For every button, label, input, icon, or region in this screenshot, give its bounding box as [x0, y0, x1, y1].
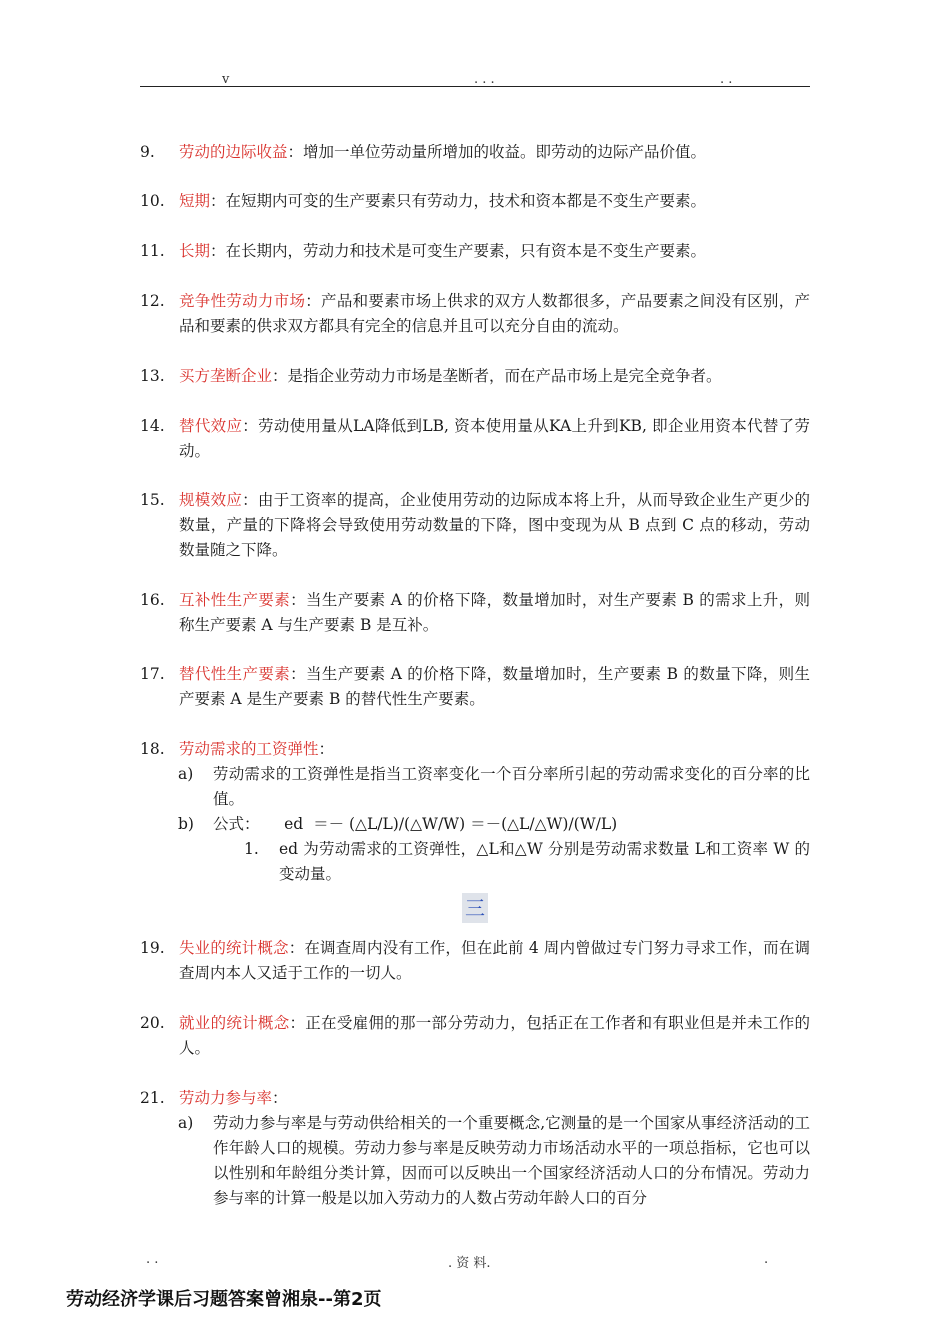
term: 长期: [179, 242, 211, 260]
item-number: 17.: [140, 665, 165, 683]
definition-item-15: [140, 488, 810, 563]
definition-text: ：: [272, 1089, 288, 1107]
item-number: 13.: [140, 367, 165, 385]
definition-item-16: [140, 588, 810, 638]
header-left: v: [222, 72, 230, 87]
definition-text: ：: [318, 740, 335, 758]
definition-item-20: [140, 1011, 810, 1061]
definition-text: ：由于工资率的提高，企业使用劳动的边际成本将上升，从而导致企业生产更少的数量，产量的下降将会导致使用劳动数量的下降，图中变现为从 B 点到 C 点的移动，劳动数量随之下降。: [179, 491, 810, 559]
footer-left: . .: [146, 1252, 159, 1267]
definition-text: ：当生产要素 A 的价格下降，数量增加时，对生产要素 B 的需求上升，则称生产要素 A 与生产要素 B 是互补。: [179, 591, 810, 634]
sub-text: ed 为劳动需求的工资弹性，△L和△W 分别是劳动需求数量 L和工资率 W 的变动量。: [279, 840, 810, 883]
item-number: 19.: [140, 939, 165, 957]
definition-item-11: [140, 239, 810, 264]
item-number: 18.: [140, 740, 165, 758]
item-number: 9.: [140, 143, 155, 161]
sub-text: 劳动需求的工资弹性是指当工资率变化一个百分率所引起的劳动需求变化的百分率的比值。: [213, 765, 810, 808]
term: 劳动力参与率: [179, 1089, 273, 1107]
footer-center: . 资 料.: [448, 1256, 491, 1271]
term: 劳动需求的工资弹性: [179, 740, 319, 758]
term: 替代性生产要素: [179, 665, 291, 683]
definition-item-18: [140, 737, 810, 762]
term: 短期: [179, 192, 211, 210]
definition-item-17: [140, 662, 810, 712]
definition-item-19: [140, 936, 810, 986]
sub-label: b): [178, 815, 194, 833]
definition-text: ：当生产要素 A 的价格下降，数量增加时，生产要素 B 的数量下降，则生产要素 A 是生产要素 B 的替代性生产要素。: [179, 665, 810, 708]
item-18-sub-b-1: [244, 837, 810, 887]
sub-label: a): [178, 765, 194, 783]
term: 竞争性劳动力市场: [179, 292, 306, 310]
item-21-sub-a: [178, 1111, 810, 1211]
definition-text: ：在长期内，劳动力和技术是可变生产要素，只有资本是不变生产要素。: [210, 242, 707, 260]
section-separator: 三: [462, 893, 488, 923]
definition-text: ：在调查周内没有工作，但在此前 4 周内曾做过专门努力寻求工作，而在调查周内本人又适于工作的一切人。: [179, 939, 810, 982]
header-center: . . .: [474, 72, 495, 87]
definition-text: ：是指企业劳动力市场是垄断者，而在产品市场上是完全竞争者。: [272, 367, 722, 385]
definition-text: ：产品和要素市场上供求的双方人数都很多，产品要素之间没有区别，产品和要素的供求双方都具有完全的信息并且可以充分自由的流动。: [179, 292, 810, 335]
item-number: 21.: [140, 1089, 165, 1107]
item-number: 10.: [140, 192, 165, 210]
term: 替代效应: [179, 417, 243, 435]
definition-text: ：在短期内可变的生产要素只有劳动力，技术和资本都是不变生产要素。: [210, 192, 707, 210]
item-18-sub-a: [178, 762, 810, 812]
definition-item-21: [140, 1086, 810, 1111]
definition-item-9: [140, 140, 810, 165]
item-number: 11.: [140, 242, 165, 260]
header-rule: [140, 86, 810, 87]
header-right: . .: [720, 72, 733, 87]
definition-text: ：劳动使用量从LA降低到LB, 资本使用量从KA上升到KB, 即企业用资本代替了劳动。: [179, 417, 810, 460]
definition-item-13: [140, 364, 810, 389]
term: 就业的统计概念: [179, 1014, 290, 1032]
term: 失业的统计概念: [179, 939, 289, 957]
sub-label: a): [178, 1114, 194, 1132]
item-number: 20.: [140, 1014, 165, 1032]
footer-right: .: [764, 1252, 769, 1267]
term: 买方垄断企业: [179, 367, 273, 385]
item-number: 16.: [140, 591, 165, 609]
page-caption: 劳动经济学课后习题答案曾湘泉--第2页: [66, 1289, 382, 1310]
definition-item-12: [140, 289, 810, 339]
term: 劳动的边际收益: [179, 143, 288, 161]
definition-item-14: [140, 414, 810, 464]
item-number: 12.: [140, 292, 165, 310]
item-number: 15.: [140, 491, 165, 509]
term: 互补性生产要素: [179, 591, 291, 609]
sub-text: 劳动力参与率是与劳动供给相关的一个重要概念,它测量的是一个国家从事经济活动的工作年龄人口的规模。劳动力参与率是反映劳动力市场活动水平的一项总指标，它也可以以性别和年龄组分类计算，因而可以反映出一个国家经济活动人口的分布情况。劳动力参与率的计算一般是以加入劳动力的人数占劳动年龄人口的百分: [213, 1114, 810, 1207]
item-number: 14.: [140, 417, 165, 435]
formula-text: 公式： ed ＝－ (△L/L)/(△W/W) ＝－(△L/△W)/(W/L): [213, 815, 618, 833]
sub-label: 1.: [244, 840, 259, 858]
term: 规模效应: [179, 491, 243, 509]
definition-text: ：增加一单位劳动量所增加的收益。即劳动的边际产品价值。: [287, 143, 707, 161]
item-18-sub-b: [178, 812, 810, 837]
definition-text: ：正在受雇佣的那一部分劳动力，包括正在工作者和有职业但是并未工作的人。: [179, 1014, 810, 1057]
definition-item-10: [140, 189, 810, 214]
